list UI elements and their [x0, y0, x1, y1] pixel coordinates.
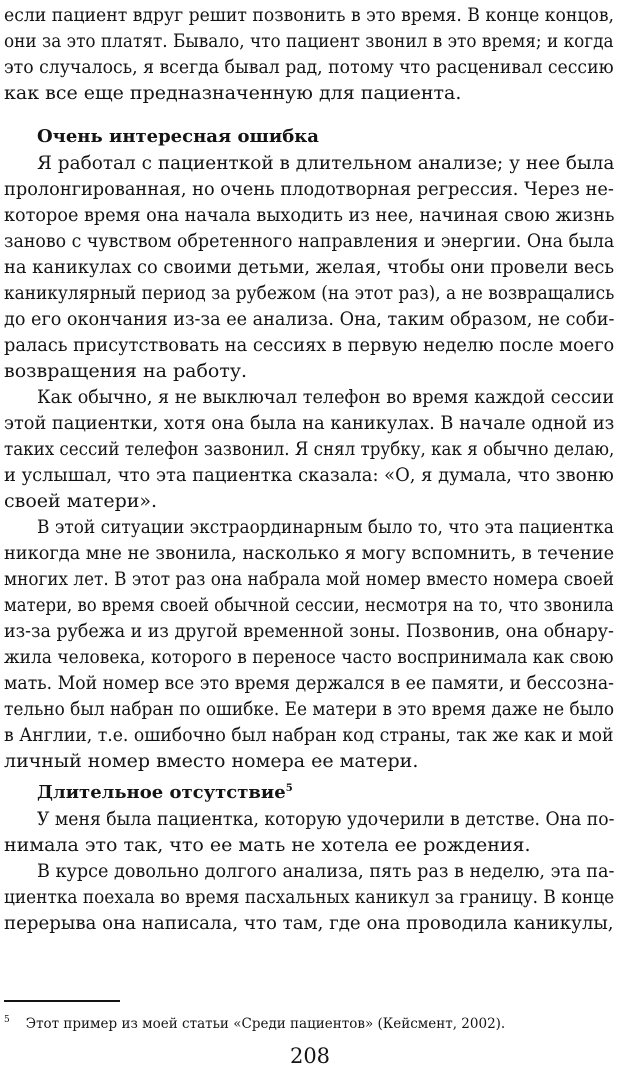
text-line: которое время она начала выходить из нее, начиная свою жизнь	[4, 204, 615, 226]
paragraph-first-line: Как обычно, я не выключал телефон во время каждой сессии	[37, 386, 615, 408]
paragraph-first-line: В этой ситуации экстраординарным было то, что эта пациентка	[37, 516, 614, 538]
text-line: до его окончания из-за ее анализа. Она, таким образом, не соби-	[4, 308, 615, 330]
text-line: таких сессий телефон зазвонил. Я снял трубку, как я обычно делаю,	[4, 438, 615, 460]
page-number: 208	[289, 1044, 331, 1068]
text-line: циентка поехала во время пасхальных каникул за границу. В конце	[4, 886, 615, 908]
text-line: своей матери».	[4, 490, 158, 512]
text-line: перерыва она написала, что там, где она проводила каникулы,	[4, 912, 614, 934]
footnote-divider	[4, 1000, 120, 1002]
text-line: возвращения на работу.	[4, 360, 248, 382]
text-line: они за это платят. Бывало, что пациент звонил в это время; и когда	[4, 30, 614, 52]
text-line: заново с чувством обретенного направления и энергии. Она была	[4, 230, 615, 252]
paragraph-first-line: У меня была пациентка, которую удочерили в детстве. Она по-	[37, 808, 615, 830]
section-heading: Очень интересная ошибка	[37, 126, 319, 147]
heading-text: Длительное отсутствие	[37, 782, 286, 803]
text-line: многих лет. В этот раз она набрала мой номер вместо номера своей	[4, 568, 614, 590]
text-line: личный номер вместо номера ее матери.	[4, 750, 419, 772]
text-line: мать. Мой номер все это время держался в ее памяти, и бессозна-	[4, 672, 614, 694]
footnote-marker: 5	[4, 1015, 10, 1025]
text-line: это случалось, я всегда бывал рад, потому что расценивал сессию	[4, 56, 614, 78]
footnote	[4, 1011, 505, 1033]
section-heading	[37, 780, 293, 806]
text-line: нимала это так, что ее мать не хотела ее рождения.	[4, 834, 531, 856]
text-line: в Англии, т.е. ошибочно был набран код страны, так же как и мой	[4, 724, 614, 746]
text-line: если пациент вдруг решит позвонить в это время. В конце концов,	[4, 4, 614, 26]
text-line: никогда мне не звонила, насколько я могу вспомнить, в течение	[4, 542, 615, 564]
text-line: этой пациентки, хотя она была на каникулах. В начале одной из	[4, 412, 615, 434]
text-line: пролонгированная, но очень плодотворная регрессия. Через не-	[4, 178, 614, 200]
text-line: как все еще предназначенную для пациента.	[4, 82, 462, 104]
text-line: ралась присутствовать на сессиях в первую неделю после моего	[4, 334, 615, 356]
paragraph-first-line: Я работал с пациенткой в длительном анализе; у нее была	[37, 152, 615, 174]
footnote-text: Этот пример из моей статьи «Среди пациентов» (Кейсмент, 2002).	[25, 1015, 506, 1032]
text-line: тельно был набран по ошибке. Ее матери в это время даже не было	[4, 698, 615, 720]
text-line: из-за рубежа и из другой временной зоны. Позвонив, она обнару-	[4, 620, 614, 642]
text-line: и услышал, что эта пациентка сказала: «О, я думала, что звоню	[4, 464, 614, 486]
text-line: каникулярный период за рубежом (на этот раз), а не возвращались	[4, 282, 615, 304]
text-line: жила человека, которого в переносе часто воспринимала как свою	[4, 646, 614, 668]
paragraph-first-line: В курсе довольно долгого анализа, пять раз в неделю, эта па-	[37, 860, 615, 882]
text-line: на каникулах со своими детьми, желая, чтобы они провели весь	[4, 256, 615, 278]
footnote-reference: 5	[285, 783, 293, 794]
text-line: матери, во время своей обычной сессии, несмотря на то, что звонила	[4, 594, 614, 616]
